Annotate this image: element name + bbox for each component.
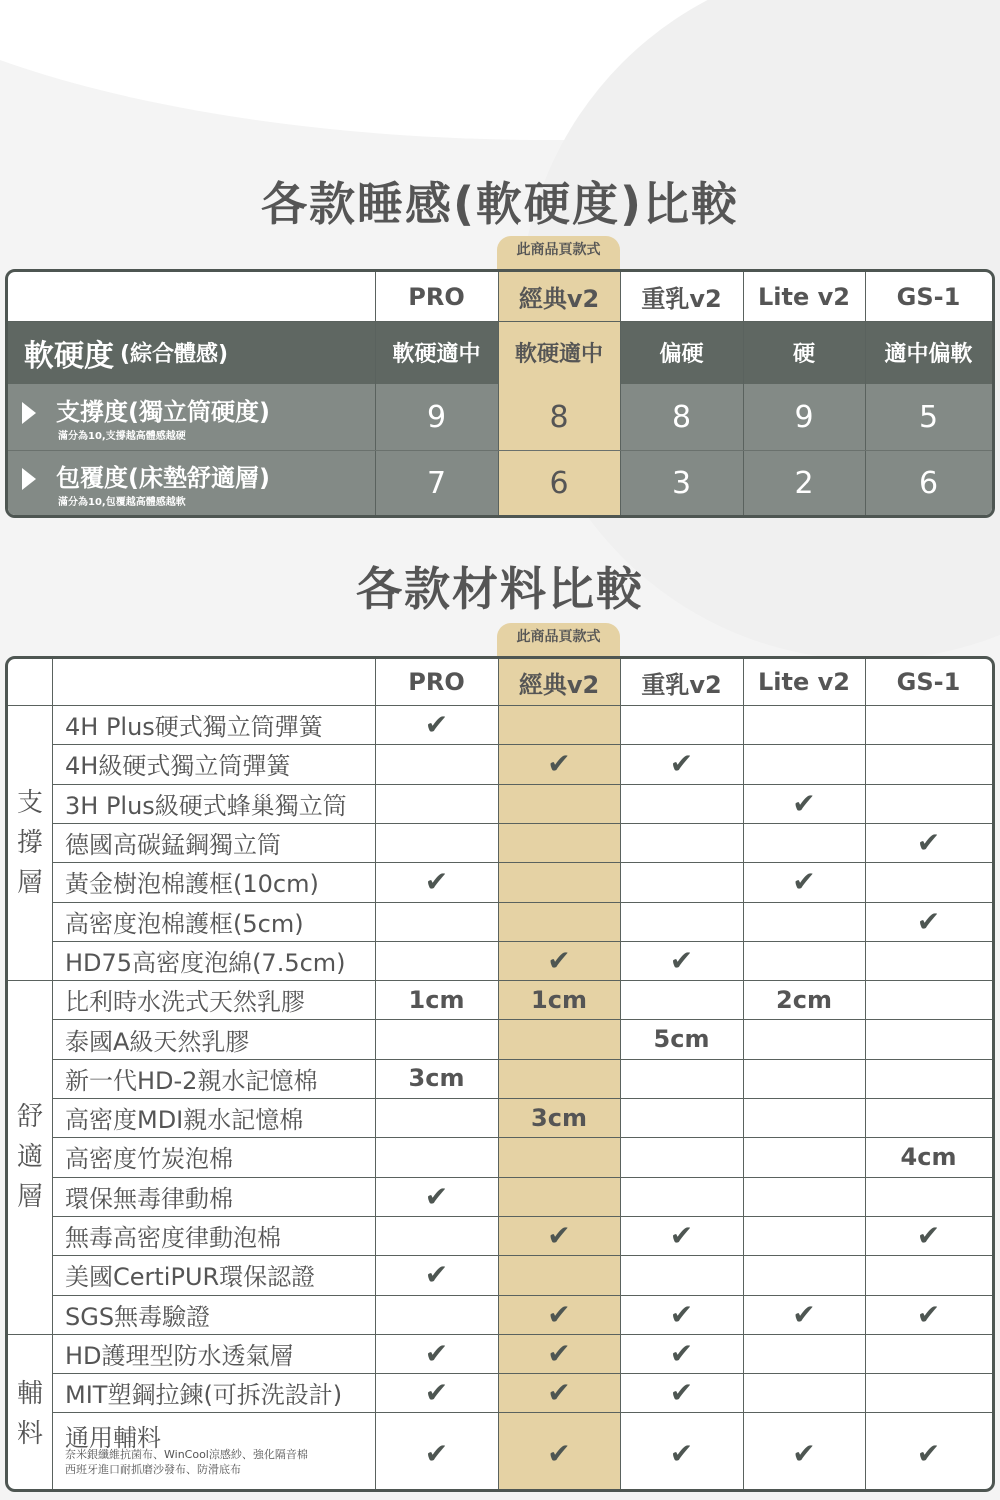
col-divider — [375, 659, 376, 1492]
model-header-1: 經典v2 — [518, 285, 600, 313]
firmness-row-label — [8, 321, 375, 384]
check-icon: ✔ — [669, 1336, 694, 1370]
material-name-7: 比利時水洗式天然乳膠 — [65, 988, 305, 1017]
row-divider — [52, 1255, 995, 1256]
thickness-value: 5cm — [653, 1025, 710, 1054]
cover-value-1: 6 — [498, 450, 620, 516]
row-divider — [52, 1098, 995, 1099]
row-divider — [52, 1059, 995, 1060]
firmness-value-4: 適中偏軟 — [884, 342, 973, 367]
material-model-header-4: GS-1 — [896, 668, 961, 696]
check-icon: ✔ — [916, 1297, 941, 1331]
col-divider — [498, 659, 499, 1492]
support-note: 滿分為10,支撐越高體感越硬 — [58, 431, 186, 442]
check-icon: ✔ — [424, 708, 449, 742]
cover-label: 包覆度(床墊舒適層) — [56, 464, 270, 492]
check-icon: ✔ — [424, 865, 449, 899]
row-divider — [52, 902, 995, 903]
support-value-0: 9 — [426, 399, 447, 435]
thickness-value: 1cm — [531, 985, 587, 1014]
thickness-value: 4cm — [900, 1142, 957, 1171]
col-divider — [620, 272, 621, 518]
group-label-aux: 輔 料 — [16, 1379, 43, 1450]
col-divider — [743, 659, 744, 1492]
cover-value-3: 2 — [794, 465, 814, 501]
firmness-value-1: 軟硬適中 — [498, 321, 620, 384]
material-model-header-0: PRO — [408, 668, 465, 696]
model-header-0: PRO — [408, 282, 465, 311]
check-icon: ✔ — [916, 1219, 941, 1253]
material-name-15: SGS無毒驗證 — [65, 1302, 211, 1331]
material-name-2: 3H Plus級硬式蜂巢獨立筒 — [65, 791, 347, 820]
check-icon: ✔ — [424, 1376, 449, 1410]
material-section-title: 各款材料比較 — [356, 562, 644, 616]
support-arrow-icon — [22, 402, 36, 424]
material-name-10: 高密度MDI親水記憶棉 — [65, 1106, 304, 1135]
check-icon: ✔ — [669, 1376, 694, 1410]
material-table — [5, 656, 995, 1492]
col-divider — [498, 272, 499, 518]
col-divider — [743, 272, 744, 518]
row-divider — [52, 1334, 995, 1335]
check-icon: ✔ — [669, 747, 694, 781]
row-divider — [52, 980, 995, 981]
check-icon: ✔ — [424, 1437, 449, 1471]
group-divider — [8, 705, 52, 706]
check-icon: ✔ — [669, 1437, 694, 1471]
check-icon: ✔ — [547, 1219, 571, 1253]
check-icon: ✔ — [424, 1336, 449, 1370]
check-icon: ✔ — [916, 904, 941, 938]
row-divider — [52, 744, 995, 745]
col-divider — [620, 659, 621, 1492]
check-icon: ✔ — [916, 1437, 941, 1471]
row-divider — [52, 862, 995, 863]
support-value-3: 9 — [794, 399, 814, 435]
cover-value-4: 6 — [918, 465, 939, 501]
material-name-16: HD護理型防水透氣層 — [65, 1341, 294, 1370]
material-name-1: 4H級硬式獨立筒彈簧 — [65, 752, 291, 781]
aux-note-1: 奈米銀纖維抗菌布、WinCool涼感紗、強化隔音棉 — [65, 1448, 308, 1462]
current-product-tag: 此商品頁款式 — [497, 236, 620, 276]
row-divider — [52, 1216, 995, 1217]
firmness-value-2: 偏硬 — [659, 342, 704, 367]
firmness-label: 軟硬度 — [24, 338, 114, 374]
model-header-2: 重乳v2 — [641, 285, 722, 313]
material-name-3: 德國高碳錳鋼獨立筒 — [65, 831, 281, 860]
row-divider — [52, 1137, 995, 1138]
check-icon: ✔ — [547, 1376, 571, 1410]
support-value-1: 8 — [498, 384, 620, 450]
row-divider — [52, 705, 995, 706]
material-name-14: 美國CertiPUR環保認證 — [65, 1263, 316, 1292]
row-divider — [52, 1412, 995, 1413]
support-value-4: 5 — [918, 399, 939, 435]
cover-note: 滿分為10,包覆越高體感越軟 — [58, 497, 186, 508]
thickness-value: 2cm — [776, 985, 832, 1014]
col-divider — [375, 272, 376, 518]
col-divider — [52, 659, 53, 1492]
check-icon: ✔ — [916, 826, 941, 860]
row-divider — [52, 1177, 995, 1178]
row-divider — [8, 450, 995, 451]
cover-value-2: 3 — [671, 465, 692, 501]
group-label-comfort: 舒 適 層 — [16, 1101, 43, 1212]
check-icon: ✔ — [669, 943, 694, 977]
cover-value-0: 7 — [426, 465, 447, 501]
check-icon: ✔ — [547, 747, 571, 781]
row-divider — [52, 941, 995, 942]
firmness-label-sub: (綜合體感) — [120, 342, 229, 367]
thickness-value: 1cm — [408, 985, 465, 1014]
group-divider — [8, 980, 52, 981]
check-icon: ✔ — [547, 943, 571, 977]
check-icon: ✔ — [547, 1336, 571, 1370]
thickness-value: 3cm — [531, 1103, 587, 1132]
check-icon: ✔ — [669, 1297, 694, 1331]
check-icon: ✔ — [792, 865, 816, 899]
material-name-17: MIT塑鋼拉鍊(可拆洗設計) — [65, 1381, 343, 1410]
col-divider — [865, 272, 866, 518]
row-divider — [52, 1295, 995, 1296]
group-label-support: 支 撐 層 — [16, 787, 43, 898]
check-icon: ✔ — [424, 1179, 449, 1213]
material-name-18: 通用輔料 — [65, 1424, 161, 1453]
material-name-8: 泰國A級天然乳膠 — [65, 1027, 250, 1056]
thickness-value: 3cm — [408, 1064, 465, 1093]
row-divider — [52, 1019, 995, 1020]
check-icon: ✔ — [792, 1297, 816, 1331]
row-divider — [52, 784, 995, 785]
material-name-5: 高密度泡棉護框(5cm) — [65, 909, 304, 938]
material-name-9: 新一代HD-2親水記憶棉 — [65, 1066, 318, 1095]
support-label: 支撐度(獨立筒硬度) — [56, 398, 270, 426]
current-product-tag-2: 此商品頁款式 — [497, 623, 620, 663]
row-divider — [52, 1373, 995, 1374]
material-name-6: HD75高密度泡綿(7.5cm) — [65, 948, 346, 977]
material-name-12: 環保無毒律動棉 — [65, 1184, 233, 1213]
row-divider — [8, 321, 995, 322]
material-model-header-2: 重乳v2 — [641, 670, 722, 699]
check-icon: ✔ — [669, 1219, 694, 1253]
aux-note-2: 西班牙進口耐抓磨沙發布、防滑底布 — [65, 1463, 241, 1477]
check-icon: ✔ — [424, 1258, 449, 1292]
check-icon: ✔ — [547, 1437, 571, 1471]
material-name-11: 高密度竹炭泡棉 — [65, 1145, 233, 1174]
check-icon: ✔ — [792, 1437, 816, 1471]
firmness-value-3: 硬 — [792, 342, 815, 367]
material-model-header-3: Lite v2 — [758, 668, 850, 696]
group-divider — [8, 1334, 52, 1335]
material-model-header-1: 經典v2 — [518, 670, 600, 699]
firmness-value-0: 軟硬適中 — [392, 342, 481, 367]
check-icon: ✔ — [792, 786, 816, 820]
firmness-section-title: 各款睡感(軟硬度)比較 — [260, 177, 740, 231]
row-divider — [52, 823, 995, 824]
support-value-2: 8 — [671, 399, 692, 435]
material-name-0: 4H Plus硬式獨立筒彈簧 — [65, 713, 323, 742]
material-name-13: 無毒高密度律動泡棉 — [65, 1224, 281, 1253]
cover-arrow-icon — [22, 468, 36, 490]
check-icon: ✔ — [547, 1297, 571, 1331]
model-header-4: GS-1 — [896, 282, 961, 311]
col-divider — [865, 659, 866, 1492]
firmness-table — [5, 269, 995, 518]
model-header-3: Lite v2 — [758, 282, 850, 311]
material-name-4: 黃金樹泡棉護框(10cm) — [65, 870, 319, 899]
